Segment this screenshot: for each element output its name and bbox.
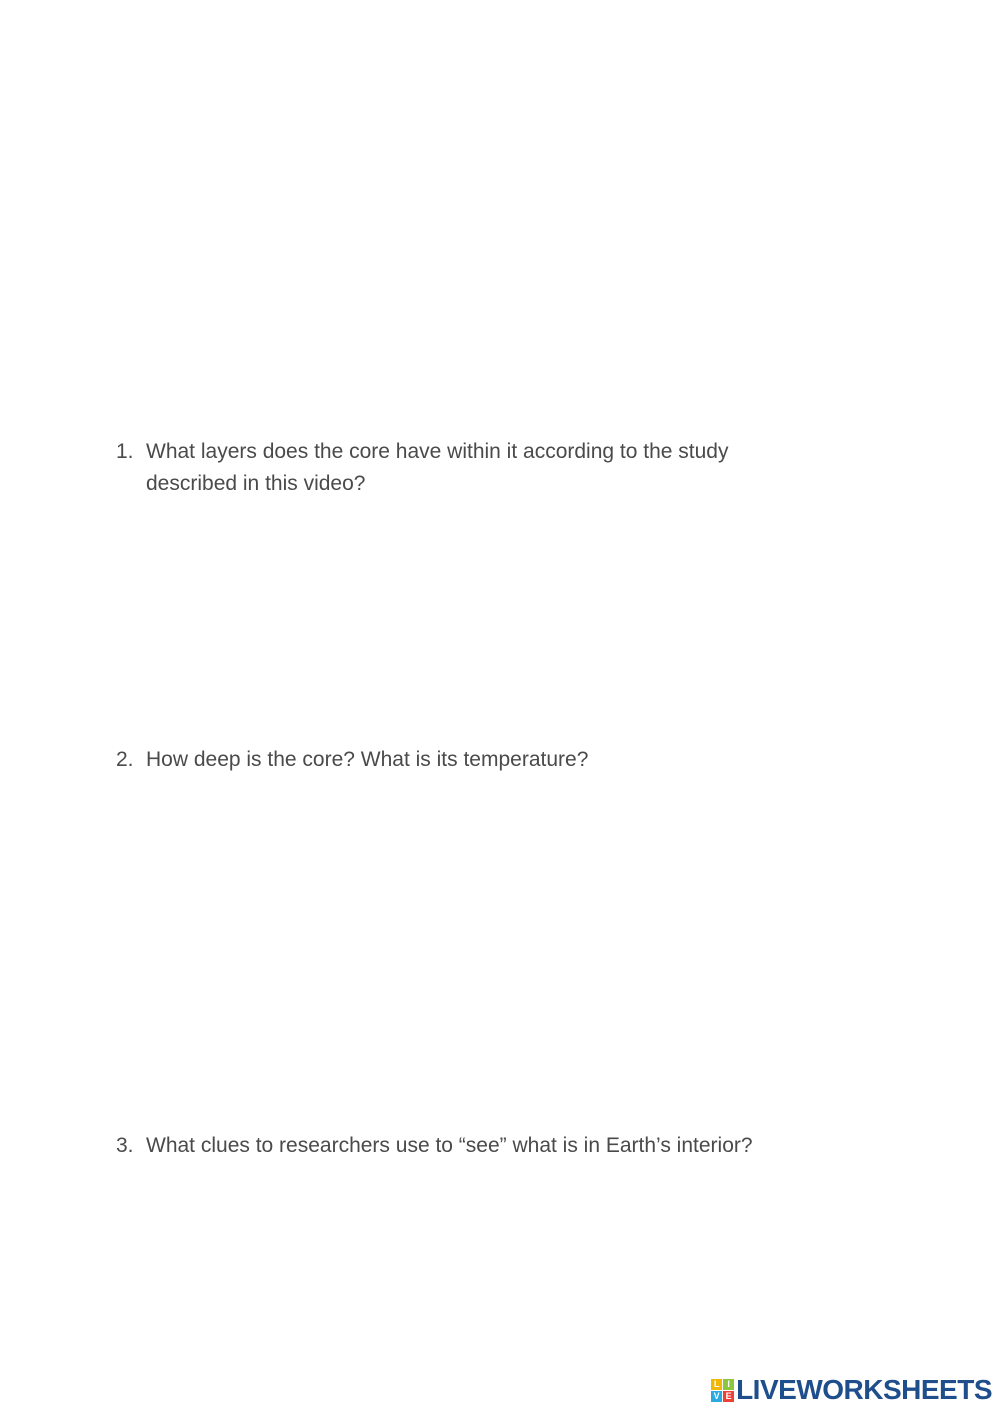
logo-block: V	[711, 1391, 722, 1402]
question-number: 2.	[116, 748, 134, 771]
logo-block: L	[711, 1379, 722, 1390]
question-number: 1.	[116, 440, 134, 463]
question-text: What layers does the core have within it according to the study described in this video?	[146, 440, 729, 495]
question-text: What clues to researchers use to “see” what is in Earth’s interior?	[146, 1134, 753, 1157]
question-number: 3.	[116, 1134, 134, 1157]
question-1	[116, 436, 816, 500]
logo-block: I	[723, 1379, 734, 1390]
logo-block: E	[723, 1391, 734, 1402]
liveworksheets-logo	[711, 1375, 992, 1405]
question-3	[116, 1130, 816, 1162]
logo-blocks-icon	[711, 1379, 734, 1402]
question-2	[116, 744, 816, 776]
logo-text: LIVEWORKSHEETS	[736, 1374, 992, 1405]
question-text: How deep is the core? What is its temperature?	[146, 748, 589, 771]
